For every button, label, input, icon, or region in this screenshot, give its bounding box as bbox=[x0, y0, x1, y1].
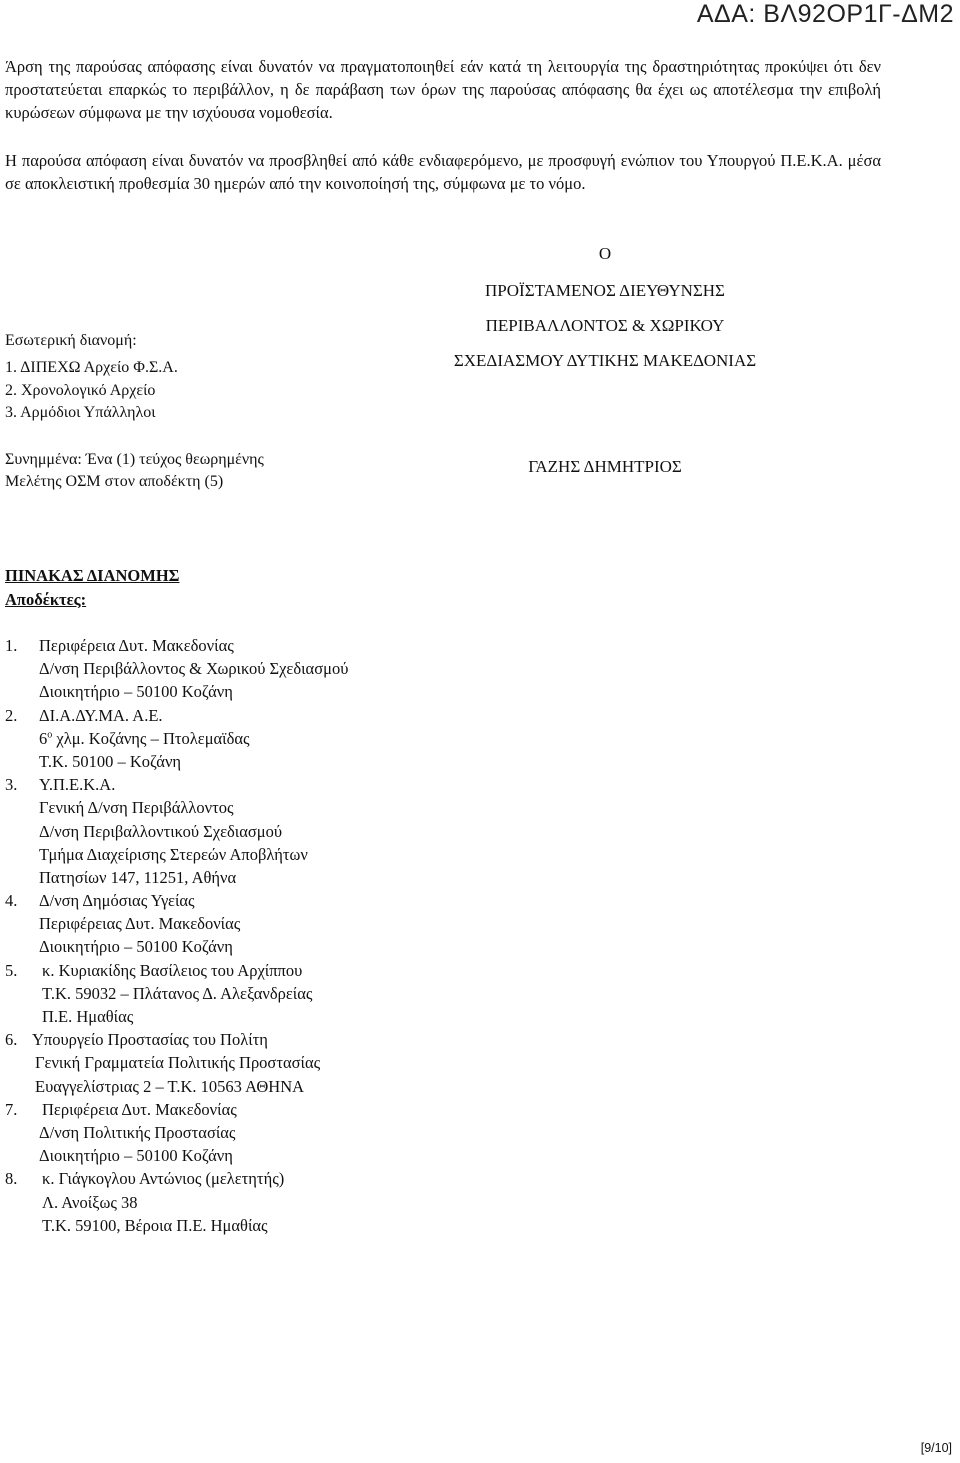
recipient-line bbox=[5, 1005, 705, 1028]
recipient-line bbox=[5, 820, 705, 843]
recipient-line bbox=[5, 982, 705, 1005]
ada-document-code: ΑΔΑ: ΒΛ92ΟΡ1Γ-ΔΜ2 bbox=[696, 0, 954, 28]
recipient-line bbox=[5, 1167, 705, 1190]
enclosures-note bbox=[5, 449, 335, 493]
recipient-line bbox=[5, 1214, 705, 1237]
recipient-number: 7. bbox=[5, 1099, 18, 1119]
recipient-line bbox=[5, 889, 705, 912]
recipient-number: 3. bbox=[5, 775, 18, 795]
paragraph-appeal: Η παρούσα απόφαση είναι δυνατόν να προσβληθεί από κάθε ενδιαφερόμενο, με προσφυγή ενώπιον του Υπουργού Π.Ε.Κ.Α. μέσα σε αποκλειστική προθεσμία 30 ημερών από την κοινοποίησή της, σύμφωνα με το νόμο. bbox=[5, 151, 881, 193]
recipient-text: Τ.Κ. 50100 – Κοζάνη bbox=[39, 751, 182, 771]
recipient-line bbox=[5, 1028, 705, 1051]
signature-title-line-2: ΠΕΡΙΒΑΛΛΟΝΤΟΣ & ΧΩΡΙΚΟΥ bbox=[485, 316, 725, 335]
recipient-number: 4. bbox=[5, 891, 18, 911]
recipient-text: Δ/νση Περιβαλλοντικού Σχεδιασμού bbox=[39, 821, 283, 841]
distribution-table-title: ΠΙΝΑΚΑΣ ΔΙΑΝΟΜΗΣ bbox=[5, 566, 180, 585]
recipient-text: Υπουργείο Προστασίας του Πολίτη bbox=[32, 1030, 268, 1050]
internal-distribution-item: 3. Αρμόδιοι Υπάλληλοι bbox=[5, 404, 156, 421]
recipient-text: Τ.Κ. 59032 – Πλάτανος Δ. Αλεξανδρείας bbox=[42, 983, 313, 1003]
signature-title-line-1: ΠΡΟΪΣΤΑΜΕΝΟΣ ΔΙΕΥΘΥΝΣΗΣ bbox=[485, 281, 725, 300]
recipient-line bbox=[5, 866, 705, 889]
recipient-line bbox=[5, 935, 705, 958]
internal-distribution-label: Εσωτερική διανομή: bbox=[5, 332, 137, 349]
recipient-text: Περιφέρεια Δυτ. Μακεδονίας bbox=[39, 636, 234, 655]
recipient-line bbox=[5, 1144, 705, 1167]
internal-distribution-item: 2. Χρονολογικό Αρχείο bbox=[5, 381, 156, 399]
recipient-text: Ευαγγελίστριας 2 – Τ.Κ. 10563 ΑΘΗΝΑ bbox=[35, 1076, 305, 1096]
signatory-name: ΓΑΖΗΣ ΔΗΜΗΤΡΙΟΣ bbox=[528, 457, 682, 476]
recipient-text: Υ.Π.Ε.Κ.Α. bbox=[39, 775, 116, 795]
recipient-text: Δ/νση Περιβάλλοντος & Χωρικού Σχεδιασμού bbox=[39, 659, 349, 679]
recipient-line bbox=[5, 657, 705, 680]
recipient-line bbox=[5, 680, 705, 703]
recipient-line bbox=[5, 750, 705, 773]
recipient-number: 6. bbox=[5, 1030, 18, 1050]
recipient-text: Τ.Κ. 59100, Βέροια Π.Ε. Ημαθίας bbox=[42, 1215, 268, 1235]
signature-title-line-3: ΣΧΕΔΙΑΣΜΟΥ ΔΥΤΙΚΗΣ ΜΑΚΕΔΟΝΙΑΣ bbox=[453, 351, 757, 370]
recipient-text: Περιφέρειας Δυτ. Μακεδονίας bbox=[39, 914, 241, 934]
recipient-text: Γενική Δ/νση Περιβάλλοντος bbox=[39, 798, 234, 818]
recipient-number: 1. bbox=[5, 636, 18, 655]
recipient-text: κ. Γιάγκογλου Αντώνιος (μελετητής) bbox=[42, 1169, 285, 1189]
recipient-line bbox=[5, 727, 705, 750]
recipient-number: 2. bbox=[5, 705, 18, 725]
recipient-text: 6 bbox=[39, 728, 48, 748]
recipient-line bbox=[5, 843, 705, 866]
recipient-text: κ. Κυριακίδης Βασίλειος του Αρχίππου bbox=[42, 960, 303, 980]
recipient-line bbox=[5, 1098, 705, 1121]
recipient-text: ΔΙ.Α.ΔΥ.ΜΑ. Α.Ε. bbox=[39, 705, 163, 725]
recipient-line bbox=[5, 1051, 705, 1074]
recipient-line bbox=[5, 773, 705, 796]
signature-article: Ο bbox=[598, 244, 612, 263]
recipient-text: Π.Ε. Ημαθίας bbox=[42, 1007, 134, 1026]
recipient-line bbox=[5, 704, 705, 727]
recipient-text: Λ. Ανοίξως 38 bbox=[42, 1192, 138, 1212]
recipient-text: Δ/νση Πολιτικής Προστασίας bbox=[39, 1122, 236, 1142]
page-number: [9/10] bbox=[920, 1441, 952, 1455]
recipient-line bbox=[5, 912, 705, 935]
internal-distribution-item: 1. ΔΙΠΕΧΩ Αρχείο Φ.Σ.Α. bbox=[5, 359, 178, 376]
distribution-table-subtitle: Αποδέκτες: bbox=[5, 590, 87, 609]
recipient-line bbox=[5, 634, 705, 657]
recipient-text: Γενική Γραμματεία Πολιτικής Προστασίας bbox=[35, 1053, 321, 1073]
recipient-text: Διοικητήριο – 50100 Κοζάνη bbox=[39, 682, 233, 702]
recipient-text: Τμήμα Διαχείρισης Στερεών Αποβλήτων bbox=[39, 844, 308, 864]
recipient-number: 5. bbox=[5, 960, 18, 980]
recipient-text: χλμ. Κοζάνης – Πτολεμαϊδας bbox=[52, 728, 250, 748]
internal-distribution-list bbox=[5, 357, 178, 425]
recipient-line bbox=[5, 796, 705, 819]
enclosures-line: Μελέτης ΟΣΜ στον αποδέκτη (5) bbox=[5, 473, 224, 490]
recipient-line bbox=[5, 1191, 705, 1214]
recipient-text: Πατησίων 147, 11251, Αθήνα bbox=[39, 867, 237, 887]
paragraph-revocation: Άρση της παρούσας απόφασης είναι δυνατόν να πραγματοποιηθεί εάν κατά τη λειτουργία της δραστηριότητας προκύψει ότι δεν προστατεύεται επαρκώς το περιβάλλον, η δε παράβαση των όρων της παρούσας απόφασης θα έχει ως αποτέλεσμα την επιβολή κυρώσεων σύμφωνα με την ισχύουσα νομοθεσία. bbox=[5, 57, 881, 122]
recipient-line bbox=[5, 1075, 705, 1098]
recipient-line bbox=[5, 1121, 705, 1144]
recipients-list bbox=[5, 634, 705, 1237]
recipient-line bbox=[5, 959, 705, 982]
enclosures-line: Συνημμένα: Ένα (1) τεύχος θεωρημένης bbox=[5, 451, 264, 468]
ordinal-superscript: ο bbox=[47, 729, 53, 741]
recipient-text: Διοικητήριο – 50100 Κοζάνη bbox=[39, 1146, 233, 1166]
recipient-text: Περιφέρεια Δυτ. Μακεδονίας bbox=[42, 1099, 237, 1119]
recipient-text: Διοικητήριο – 50100 Κοζάνη bbox=[39, 937, 233, 957]
recipient-text: Δ/νση Δημόσιας Υγείας bbox=[39, 891, 195, 911]
recipient-number: 8. bbox=[5, 1169, 18, 1189]
